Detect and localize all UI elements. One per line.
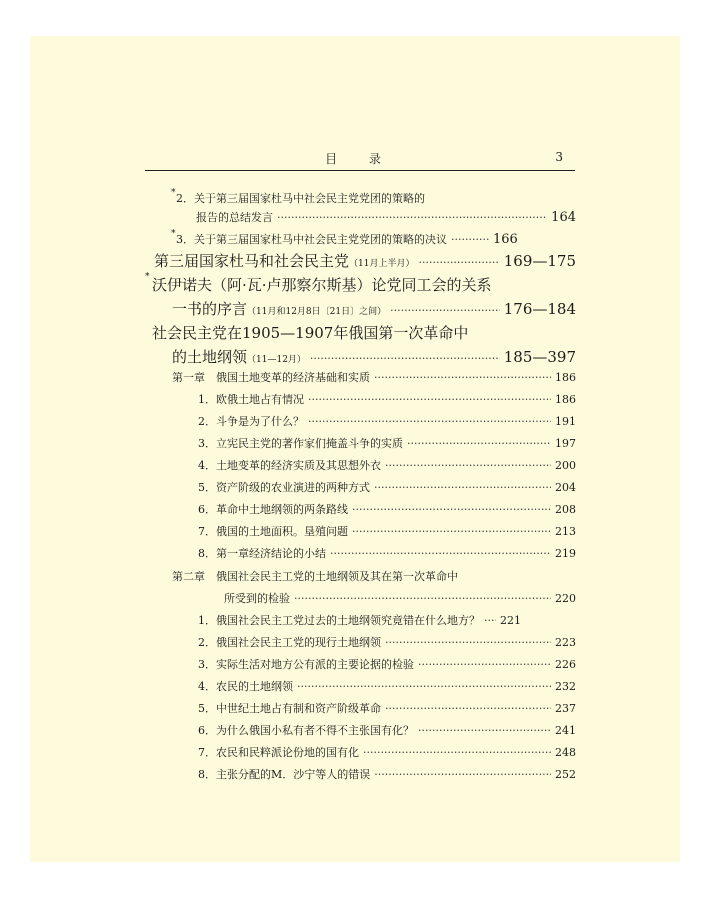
toc-entry-page: 248 xyxy=(555,746,576,759)
toc-entry-page: 197 xyxy=(555,437,576,450)
toc-entry-text: 3．立宪民主党的著作家们掩盖斗争的实质 xyxy=(198,437,403,450)
toc-entry-text: 一书的序言 xyxy=(172,300,248,318)
toc-entry-text: 报告的总结发言 xyxy=(196,211,273,224)
toc-entry xyxy=(198,722,576,738)
toc-entry xyxy=(198,678,576,694)
toc-entry-page: 169—175 xyxy=(503,252,576,270)
toc-entry-page: 185—397 xyxy=(503,348,576,366)
toc-entry-text: 1．欧俄土地占有情况 xyxy=(198,393,304,406)
dot-leader xyxy=(330,547,551,560)
dot-leader xyxy=(363,746,551,759)
dot-leader xyxy=(418,724,551,737)
toc-entry-text: 7．农民和民粹派论份地的国有化 xyxy=(198,746,359,759)
toc-entry-page: 191 xyxy=(555,415,576,428)
dot-leader xyxy=(385,702,551,715)
dot-leader xyxy=(385,636,551,649)
toc-entry-text: 4．农民的土地纲领 xyxy=(198,680,293,693)
toc-entry xyxy=(196,209,576,225)
toc-entry-text: 5．资产阶级的农业演进的两种方式 xyxy=(198,481,370,494)
dot-leader xyxy=(407,437,551,450)
toc-entry-text: 8．主张分配的М．沙宁等人的错误 xyxy=(198,768,371,781)
dot-leader xyxy=(308,393,551,406)
toc-entry-page: 232 xyxy=(555,680,576,693)
dot-leader xyxy=(294,592,551,605)
toc-entry-text: 5．中世纪土地占有制和资产阶级革命 xyxy=(198,702,381,715)
toc-entry-text: 1．俄国社会民主工党过去的土地纲领究竟错在什么地方？ xyxy=(198,614,480,627)
toc-entry xyxy=(172,369,576,385)
toc-entry-page: 221 xyxy=(500,614,521,627)
toc-entry-page: 166 xyxy=(493,232,518,247)
dot-leader xyxy=(310,352,500,365)
dot-leader xyxy=(297,680,551,693)
toc-entry xyxy=(198,501,576,517)
dot-leader xyxy=(451,233,489,246)
toc-entry-page: 237 xyxy=(555,702,576,715)
toc-entry-page: 164 xyxy=(551,210,576,225)
toc-entry xyxy=(198,435,576,451)
toc-entry-text: 7．俄国的土地面积。垦殖问题 xyxy=(198,525,348,538)
toc-entry xyxy=(198,656,576,672)
toc-entry xyxy=(152,274,576,295)
toc-entry-page: 186 xyxy=(555,393,576,406)
toc-entry-text: 沃伊诺夫（阿·瓦·卢那察尔斯基）论党同工会的关系 xyxy=(152,276,492,294)
toc-entry xyxy=(224,590,576,606)
toc-entry xyxy=(198,413,576,429)
toc-entry-page: 223 xyxy=(555,636,576,649)
toc-entry-text: 4．土地变革的经济实质及其思想外衣 xyxy=(198,459,381,472)
toc-entry-page: 208 xyxy=(555,503,576,516)
toc-entry-text: 第二章 俄国社会民主工党的土地纲领及其在第一次革命中 xyxy=(172,570,458,583)
toc-entry-page: 176—184 xyxy=(503,300,576,318)
toc-entry-page: 252 xyxy=(555,768,576,781)
toc-entry-page: 200 xyxy=(555,459,576,472)
toc-entry-text: 6．革命中土地纲领的两条路线 xyxy=(198,503,348,516)
running-header xyxy=(145,148,575,171)
toc-entry-text: 2．关于第三届国家杜马中社会民主党党团的策略的 xyxy=(176,192,425,205)
toc-entry-text: 3．关于第三届国家杜马中社会民主党党团的策略的决议 xyxy=(176,233,447,246)
toc-entry xyxy=(198,523,576,539)
footnote-star: * xyxy=(171,229,176,239)
toc-entry xyxy=(198,612,576,628)
toc-entry xyxy=(198,545,576,561)
toc-entry xyxy=(176,190,576,206)
dot-leader xyxy=(385,459,551,472)
header-title: 目 录 xyxy=(325,152,395,166)
toc-entry-text: 所受到的检验 xyxy=(224,592,290,605)
toc-entry xyxy=(198,479,576,495)
toc-entry xyxy=(198,700,576,716)
dot-leader xyxy=(418,256,499,269)
dot-leader xyxy=(308,415,551,428)
toc-entry xyxy=(198,744,576,760)
toc-entry xyxy=(198,766,576,782)
dot-leader xyxy=(352,525,551,538)
footnote-star: * xyxy=(145,272,150,282)
dot-leader xyxy=(352,503,551,516)
toc-entry-text: 2．斗争是为了什么？ xyxy=(198,415,304,428)
toc-entry xyxy=(154,250,576,271)
toc-entry-page: 220 xyxy=(555,592,576,605)
header-page-number: 3 xyxy=(555,150,563,164)
toc-entry xyxy=(198,634,576,650)
toc-entry-text: 第三届国家杜马和社会民主党 xyxy=(154,252,350,270)
toc-entry xyxy=(172,568,576,584)
toc-entry-text: 2．俄国社会民主工党的现行土地纲领 xyxy=(198,636,381,649)
dot-leader xyxy=(390,304,500,317)
toc-entry xyxy=(172,346,576,367)
toc-entry-page: 204 xyxy=(555,481,576,494)
toc-entry-date-note: （11月和12月8日〔21日〕之间） xyxy=(247,307,387,317)
toc-entry-date-note: （11—12月） xyxy=(247,355,306,365)
toc-entry-page: 213 xyxy=(555,525,576,538)
dot-leader xyxy=(374,371,551,384)
toc-entry xyxy=(198,457,576,473)
toc-entry-page: 226 xyxy=(555,658,576,671)
dot-leader xyxy=(374,481,551,494)
toc-entry-text: 8．第一章经济结论的小结 xyxy=(198,547,326,560)
toc-entry-page: 186 xyxy=(555,371,576,384)
toc-entry-page: 219 xyxy=(555,547,576,560)
toc-entry-text: 社会民主党在1905—1907年俄国第一次革命中 xyxy=(152,324,469,342)
toc-entry-date-note: （11月上半月） xyxy=(349,259,415,269)
toc-entry xyxy=(198,391,576,407)
toc-entry-page: 241 xyxy=(555,724,576,737)
dot-leader xyxy=(277,211,547,224)
toc-entry xyxy=(172,298,576,319)
toc-entry xyxy=(176,231,576,247)
dot-leader xyxy=(418,658,551,671)
dot-leader xyxy=(374,768,551,781)
toc-entry xyxy=(152,322,576,343)
dot-leader xyxy=(484,614,496,627)
toc-entry-text: 3．实际生活对地方公有派的主要论据的检验 xyxy=(198,658,414,671)
toc-entry-text: 6．为什么俄国小私有者不得不主张国有化？ xyxy=(198,724,414,737)
toc-entry-text: 第一章 俄国土地变革的经济基础和实质 xyxy=(172,371,370,384)
footnote-star: * xyxy=(171,188,176,198)
toc-entry-text: 的土地纲领 xyxy=(172,348,248,366)
